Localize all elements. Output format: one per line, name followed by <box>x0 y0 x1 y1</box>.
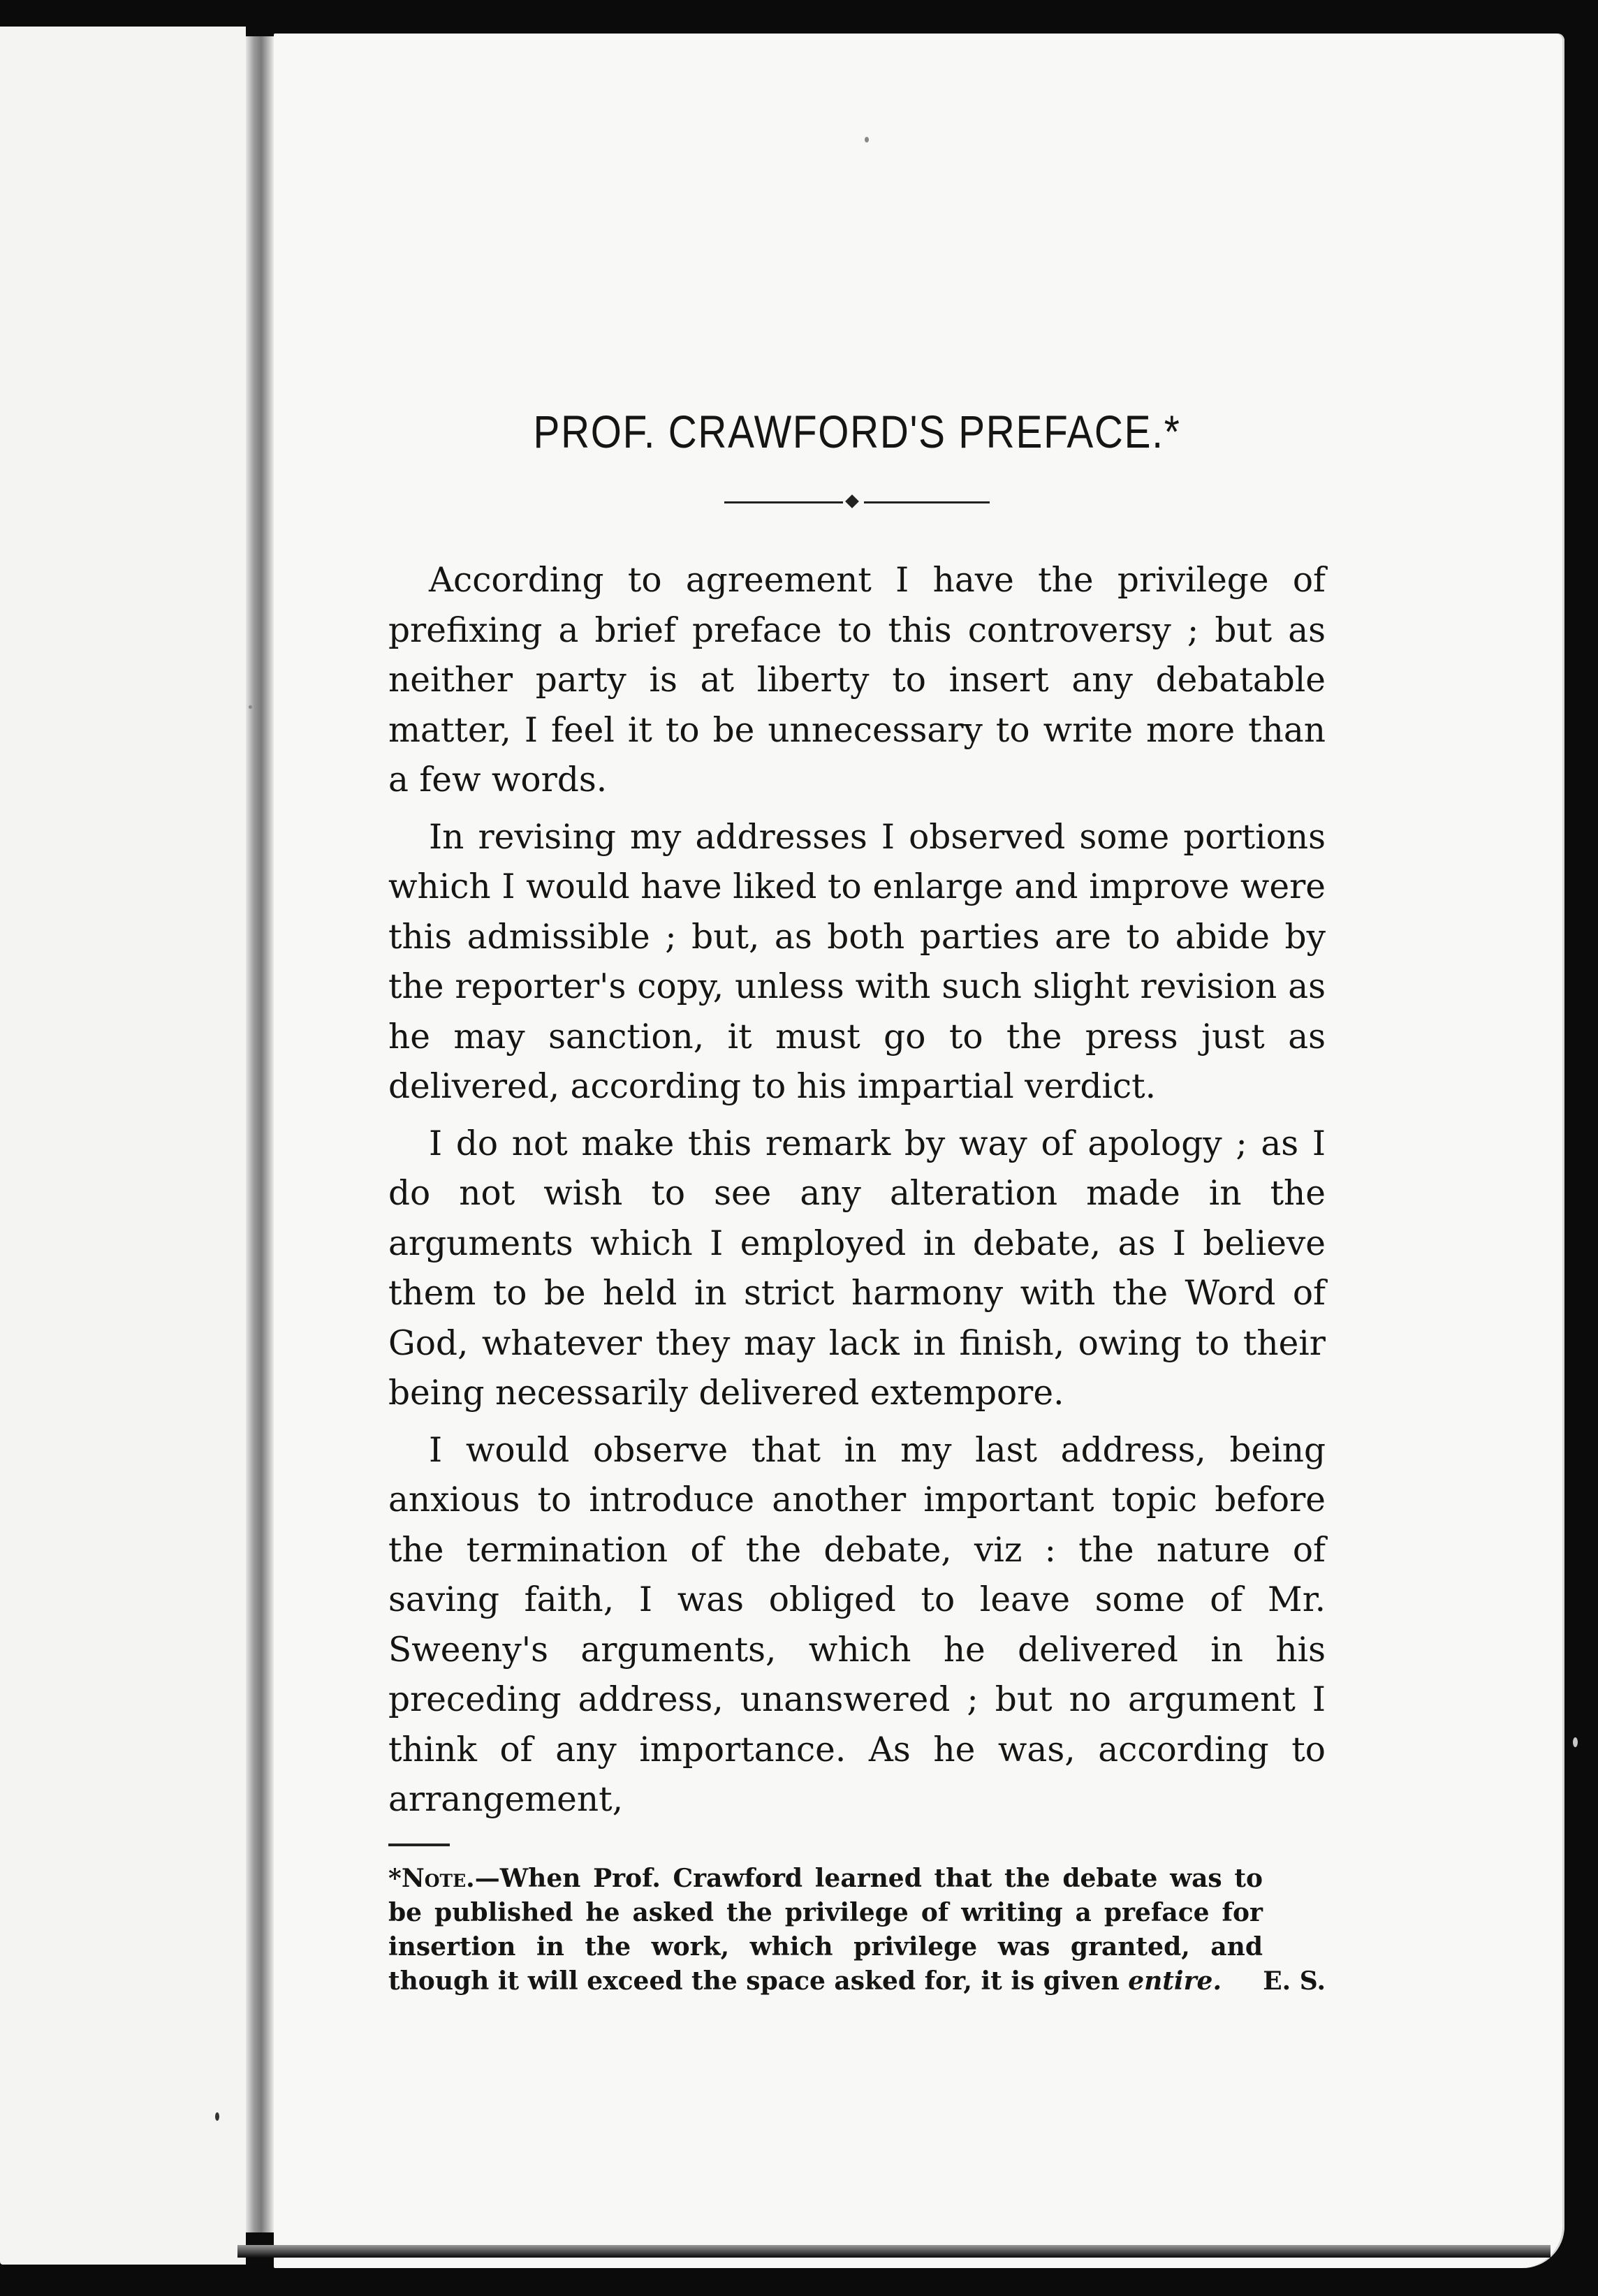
footnote-label: Note. <box>401 1863 475 1893</box>
dust-speck <box>1573 1737 1578 1747</box>
footnote-divider <box>388 1844 450 1846</box>
page-title: PROF. CRAWFORD'S PREFACE.* <box>533 406 1181 457</box>
preface-body <box>388 556 1326 1825</box>
left-page-edge <box>0 27 246 2265</box>
footnote <box>388 1862 1326 1999</box>
dust-speck <box>215 2112 219 2121</box>
paragraph-3: I do not make this remark by way of apology ; as I do not wish to see any alteration made in the arguments which I employed in debate, as I believe them to be held in strict harmony with the Word of God, whatever they may lack in finish, owing to their being necessarily delivered extempore. <box>388 1124 1326 1413</box>
page-bottom-shadow <box>237 2245 1551 2258</box>
footnote-emphasis: entire. <box>1128 1966 1222 1996</box>
dust-speck <box>865 137 869 142</box>
paragraph-2: In revising my addresses I observed some portions which I would have liked to enlarge and improve were this admissible ; but, as both parties are to abide by the reporter's copy, unless with such slight revision as he may sanction, it must go to the press just as delivered, according to his impartial verdict. <box>388 817 1326 1106</box>
footnote-marker: * <box>388 1863 402 1893</box>
dust-speck <box>249 705 252 709</box>
diamond-ornament-icon <box>845 494 859 508</box>
page-content <box>388 405 1326 1999</box>
paragraph-1: According to agreement I have the privilege of prefixing a brief preface to this controversy ; but as neither party is at liberty to insert any debatable matter, I feel it to be unnecessary to write more than a few words. <box>388 561 1326 800</box>
book-gutter <box>246 36 274 2232</box>
footnote-text: —When Prof. Crawford learned that the debate was to be published he asked the privilege of writing a preface for insertion in the work, which privilege was granted, and though it will exceed the space asked for, it is given <box>388 1863 1263 1996</box>
paragraph-4: I would observe that in my last address, being anxious to introduce another important topic before the termination of the debate, viz : the nature of saving faith, I was obliged to leave some of Mr. Sweeny's arguments, which he delivered in his preceding address, unanswered ; but no argument I think of any importance. As he was, according to arrangement, <box>388 1430 1326 1819</box>
title-ornament-rule <box>724 492 990 513</box>
footnote-initials: E. S. <box>1263 1966 1326 1996</box>
